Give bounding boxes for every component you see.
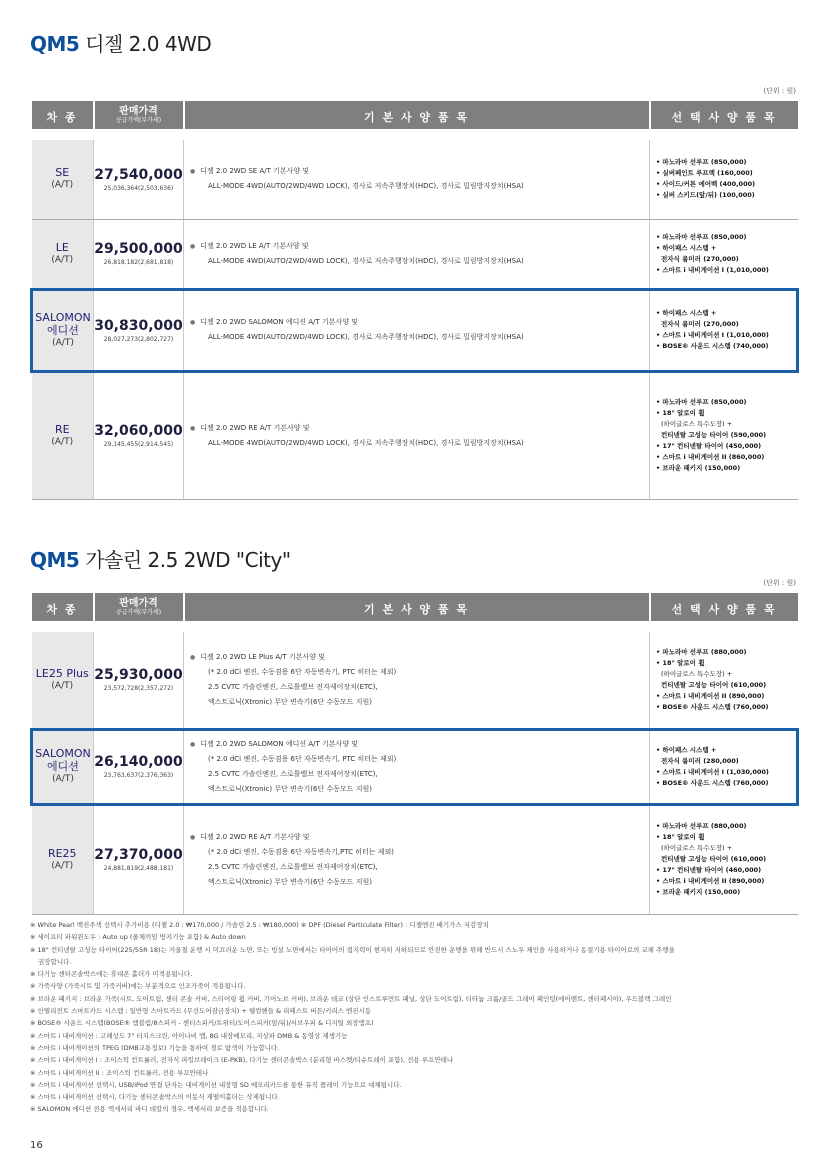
price-cell: 32,060,000 29,145,455(2,914,545): [94, 371, 184, 499]
option-item: • BOSE® 사운드 시스템 (760,000): [656, 702, 798, 713]
options-cell: [650, 632, 798, 729]
header-trim: 차 종: [32, 593, 94, 621]
option-item: (하이글로스 특수도장) +: [661, 669, 733, 678]
footnote: ※ BOSE® 사운드 시스템(BOSE® 앰블럼/8스피커 - 센터스피커/트위터/도어스피커(앞/뒤)/서브우퍼 & 디지털 외장앰프): [30, 1019, 374, 1028]
trim-cell: SE (A/T): [32, 140, 94, 219]
trim-cell: LE (A/T): [32, 219, 94, 289]
basic-cell: ● 디젤 2.0 2WD SALOMON 에디션 A/T 기본사양 및 (* 2.0 dCi 엔진, 수동겸용 6단 자동변속기, PTC 히터는 제외) 2.5 CVTC 가솔린엔진, 스로틀밸브 전자제어장치(ETC), 엑스트로닉(Xtronic) 무단 변속기(6단 수동모드 지원): [184, 729, 650, 804]
section-trim: 가솔린 2.5 2WD "City": [85, 548, 291, 572]
section-trim: 디젤 2.0 4WD: [85, 32, 212, 56]
basic-cell: ● 디젤 2.0 2WD LE Plus A/T 기본사양 및 (* 2.0 dCi 엔진, 수동겸용 6단 자동변속기, PTC 히터는 제외) 2.5 CVTC 가솔린엔진, 스로틀밸브 전자제어장치(ETC), 엑스트로닉(Xtronic) 무단 변속기(6단 수동모드 지원): [184, 632, 650, 729]
option-item: • 18" 알로이 휠: [656, 408, 798, 419]
header-options: 선 택 사 양 품 목: [650, 593, 798, 621]
footnote: ※ 18" 컨티넨탈 고성능 타이어(225/55R 18)는 겨울철 운행 시 미끄러운 노면, 또는 빙설 노면에서는 타이어의 접지력이 현저히 저하되므로 안전한 운행을 위해 반드시 스노우 체인을 사용하거나 동절기용 타이어로의 교체 주행을: [30, 945, 675, 954]
footnote: ※ 다기능 센터콘솔박스에는 휴대폰 홀더가 미적용됩니다.: [30, 970, 193, 979]
options-cell: [650, 371, 798, 499]
unit-label: (단위 : 원): [763, 579, 796, 587]
footnote: ※ 세이프티 파워윈도우 : Auto up (물체끼임 방지기능 포함) & Auto down: [30, 933, 246, 942]
option-item: • 18" 알로이 휠: [656, 832, 798, 843]
price-cell: 27,540,000 25,036,364(2,503,636): [94, 140, 184, 219]
option-item: • 파노라마 선루프 (850,000): [656, 232, 798, 243]
option-item: • 실버페인트 루프랙 (160,000): [656, 168, 798, 179]
footnote: ※ 스마트 i 내비게이션 : 고해상도 7" 터치스크린, 아이나비 맵, 8G 내장메모리, 지상파 DMB & 동영상 재생기능: [30, 1031, 348, 1040]
option-item: • 스마트 i 내비게이션 I (1,010,000): [656, 265, 798, 276]
trim-cell: RE25 (A/T): [32, 804, 94, 914]
footnote: ※ SALOMON 에디션 전용 액세서리 바디 데칼의 경우, 액세서리 보증을 적용합니다.: [30, 1105, 269, 1114]
table-row: [32, 140, 798, 219]
price-table-gasoline: [30, 593, 799, 915]
header-trim: 차 종: [32, 101, 94, 129]
basic-cell: ● 디젤 2.0 2WD SE A/T 기본사양 및 ALL-MODE 4WD(AUTO/2WD/4WD LOCK), 경사로 저속주행장치(HDC), 경사로 밀림방지장치(HSA): [184, 140, 650, 219]
price-cell: 26,140,000 23,763,637(2,376,363): [94, 729, 184, 804]
footnote: ※ 가죽사양 (가죽시트 및 가죽커버)에는 부분적으로 인조가죽이 적용됩니다.: [30, 982, 246, 991]
footnote: 권장합니다.: [38, 957, 72, 966]
price-cell: 30,830,000 28,027,273(2,802,727): [94, 289, 184, 371]
options-cell: [650, 729, 798, 804]
option-item: • 브라운 패키지 (150,000): [656, 463, 798, 474]
option-item: • BOSE® 사운드 시스템 (740,000): [656, 341, 796, 352]
page-number: 16: [30, 1140, 43, 1151]
option-item: • 파노라마 선루프 (880,000): [656, 821, 798, 832]
section-title-gasoline: [30, 544, 291, 573]
option-item: • 스마트 i 내비게이션 II (860,000): [656, 452, 798, 463]
table-row: [32, 219, 798, 289]
section-model: QM5: [30, 548, 80, 572]
trim-cell: SALOMON 에디션 (A/T): [32, 289, 94, 371]
option-item: • 17" 컨티넨탈 타이어 (460,000): [656, 865, 798, 876]
basic-cell: ● 디젤 2.0 2WD SALOMON 에디션 A/T 기본사양 및 ALL-MODE 4WD(AUTO/2WD/4WD LOCK), 경사로 저속주행장치(HDC), 경사로 밀림방지장치(HSA): [184, 289, 650, 371]
option-item: • 17" 컨티넨탈 타이어 (450,000): [656, 441, 798, 452]
option-item: • 파노라마 선루프 (850,000): [656, 397, 798, 408]
footnote: ※ 스마트 i 내비게이션 I : 조이스틱 컨트롤러, 전자식 파킹브레이크 (E-PKB), 다기능 센터콘솔박스 (분리형 바스켓/티슈트레이 포함), 전용 루프안테나: [30, 1056, 454, 1065]
option-item: 컨티넨탈 고성능 타이어 (590,000): [661, 431, 767, 439]
option-item: • 파노라마 선루프 (850,000): [656, 157, 798, 168]
footnote: ※ 스마트 i 내비게이션의 TPEG (DMB교통정보) 기능을 통하여 경로 탐색이 가능합니다.: [30, 1043, 280, 1052]
option-item: • 18" 알로이 휠: [656, 658, 798, 669]
footnote: ※ 스마트 i 내비게이션 II : 조이스틱 컨트롤러, 전용 루프안테나: [30, 1068, 209, 1077]
options-cell: [650, 804, 798, 914]
options-cell: [650, 219, 798, 289]
unit-label: (단위 : 원): [763, 87, 796, 95]
option-item: • 스마트 i 내비게이션 II (890,000): [656, 876, 798, 887]
option-item: • 하이패스 시스템 +: [656, 308, 796, 319]
trim-cell: SALOMON 에디션 (A/T): [32, 729, 94, 804]
price-table-diesel: [30, 101, 799, 500]
option-item: • 사이드/커튼 에어백 (400,000): [656, 179, 798, 190]
footnote: ※ 브라운 패키지 : 브라운 가죽(시트, 도어트림, 센터 콘솔 커버, 스티어링 휠 커버, 기어노브 커버), 브라운 데코 (상단 인스트루먼트 패널, 상단 도어트림), 티타늄 크롬/골드 그레이 페인팅(에어벤트, 센터페시아), 우드블랙 그레인: [30, 994, 672, 1003]
footnotes: [30, 919, 796, 1116]
option-item: 컨티넨탈 고성능 타이어 (610,000): [661, 680, 767, 689]
section-title-diesel: [30, 28, 211, 57]
option-item: • 브라운 패키지 (150,000): [656, 887, 798, 898]
header-basic: 기 본 사 양 품 목: [184, 593, 650, 621]
options-cell: [650, 289, 798, 371]
trim-cell: RE (A/T): [32, 371, 94, 499]
options-cell: [650, 140, 798, 219]
footnote: ※ 인텔리전트 스마트카드 시스템 : 일반형 스마트카드 (무선도어잠금장치) + 웰컴핸들 & 리페스트 버튼/키리스 엔진시동: [30, 1007, 372, 1016]
option-item: • BOSE® 사운드 시스템 (760,000): [656, 778, 796, 789]
table-row: [32, 632, 798, 729]
option-item: • 하이패스 시스템 +: [656, 745, 796, 756]
footnote: ※ 스마트 i 내비게이션 선택시, USB/iPod 연결 단자는 내비게이션 내장형 SD 메모리카드를 통한 뮤직 플레이 기능으로 대체됩니다.: [30, 1080, 402, 1089]
header-basic: 기 본 사 양 품 목: [184, 101, 650, 129]
price-cell: 25,930,000 23,572,728(2,357,272): [94, 632, 184, 729]
option-item: • 파노라마 선루프 (880,000): [656, 647, 798, 658]
option-item: (하이글로스 특수도장) +: [661, 420, 733, 428]
basic-cell: ● 디젤 2.0 2WD RE A/T 기본사양 및 ALL-MODE 4WD(AUTO/2WD/4WD LOCK), 경사로 저속주행장치(HDC), 경사로 밀림방지장치(HSA): [184, 371, 650, 499]
option-item: • 스마트 i 내비게이션 I (1,010,000): [656, 330, 796, 341]
table-row-highlight: [32, 289, 798, 371]
option-item: 전자식 룸미러 (280,000): [661, 756, 739, 765]
option-item: 전자식 룸미러 (270,000): [661, 320, 739, 328]
header-price: 판매가격 공급가액(부가세): [94, 593, 184, 621]
price-cell: 27,370,000 24,881,819(2,488,181): [94, 804, 184, 914]
section-model: QM5: [30, 32, 80, 56]
footnote: ※ White Pearl 백진주색 선택시 추가비용 (디젤 2.0 : ₩170,000 / 가솔린 2.5 : ₩180,000) ※ DPF (Diesel Particulate Filter) : 디젤엔진 배기가스 저감장치: [30, 921, 489, 929]
header-price: 판매가격 공급가액(부가세): [94, 101, 184, 129]
option-item: • 실버 스키드(앞/뒤) (100,000): [656, 190, 798, 201]
table-row: [32, 371, 798, 499]
basic-cell: ● 디젤 2.0 2WD LE A/T 기본사양 및 ALL-MODE 4WD(AUTO/2WD/4WD LOCK), 경사로 저속주행장치(HDC), 경사로 밀림방지장치(HSA): [184, 219, 650, 289]
option-item: • 스마트 i 내비게이션 I (1,030,000): [656, 767, 796, 778]
option-item: 전자식 룸미러 (270,000): [661, 254, 739, 263]
price-cell: 29,500,000 26,818,182(2,681,818): [94, 219, 184, 289]
option-item: • 스마트 i 내비게이션 II (890,000): [656, 691, 798, 702]
basic-cell: ● 디젤 2.0 2WD RE A/T 기본사양 및 (* 2.0 dCi 엔진, 수동겸용 6단 자동변속기,PTC 히터는 제외) 2.5 CVTC 가솔린엔진, 스로틀밸브 전자제어장치(ETC), 엑스트로닉(Xtronic) 무단 변속기(6단 수동모드 지원): [184, 804, 650, 914]
option-item: 컨티넨탈 고성능 타이어 (610,000): [661, 855, 767, 863]
option-item: • 하이패스 시스템 +: [656, 243, 798, 254]
option-item: (하이글로스 특수도장) +: [661, 844, 733, 852]
header-options: 선 택 사 양 품 목: [650, 101, 798, 129]
footnote: ※ 스마트 i 내비게이션 선택시, 다기능 센터콘솔박스의 이동식 재떨이홀더는 삭제됩니다.: [30, 1093, 280, 1102]
trim-cell: LE25 Plus (A/T): [32, 632, 94, 729]
table-row: [32, 804, 798, 914]
table-row-highlight: [32, 729, 798, 804]
